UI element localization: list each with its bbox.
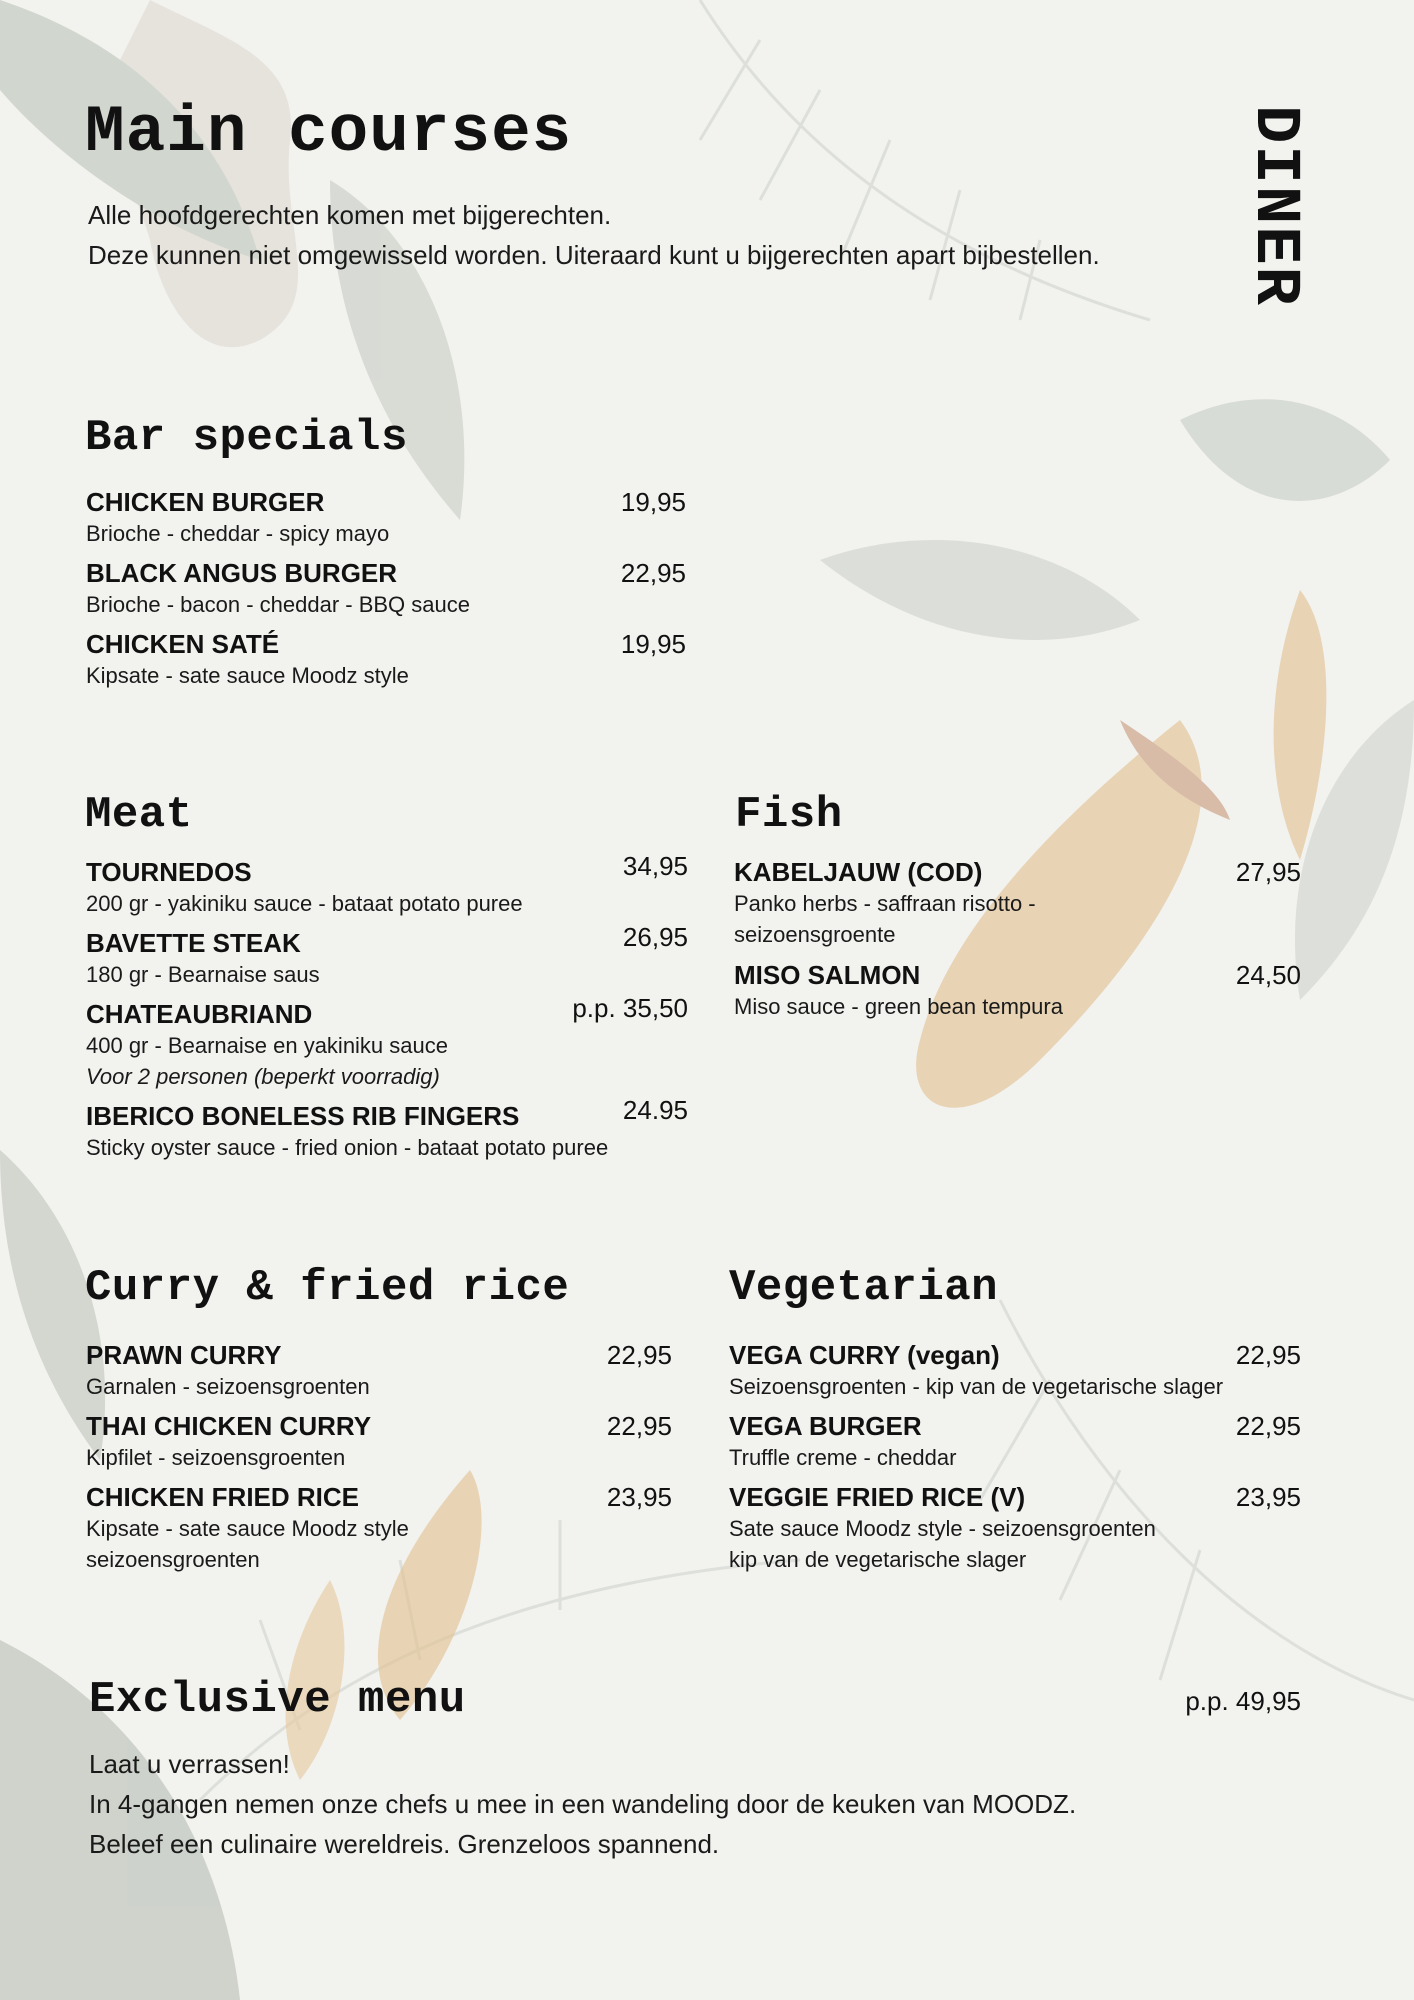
menu-item <box>86 629 686 691</box>
item-description: Miso sauce - green bean tempura <box>734 994 1063 1019</box>
item-price: 23,95 <box>1235 1482 1301 1512</box>
item-price: 22,95 <box>1235 1411 1301 1441</box>
item-description: Kipfilet - seizoensgroenten <box>86 1445 346 1470</box>
item-price: 22,95 <box>620 558 686 588</box>
menu-item <box>86 1095 688 1163</box>
item-price: 22,95 <box>1235 1340 1301 1370</box>
item-description: Brioche - cheddar - spicy mayo <box>86 521 390 546</box>
item-price: 24,50 <box>1235 960 1301 990</box>
item-description: Sticky oyster sauce - fried onion - bataat potato puree <box>86 1135 609 1160</box>
item-description: 180 gr - Bearnaise saus <box>86 962 320 987</box>
menu-item <box>86 922 688 990</box>
menu-item <box>729 1411 1301 1473</box>
item-price: 26,95 <box>622 922 688 952</box>
item-name: TOURNEDOS <box>86 857 252 887</box>
item-description: Brioche - bacon - cheddar - BBQ sauce <box>86 592 470 617</box>
item-description: seizoensgroenten <box>86 1547 260 1572</box>
section-title-exclusive: Exclusive menu <box>89 1675 466 1725</box>
item-name: CHICKEN FRIED RICE <box>86 1482 360 1512</box>
item-description: kip van de vegetarische slager <box>729 1547 1027 1572</box>
exclusive-line: Laat u verrassen! <box>89 1749 290 1779</box>
item-price: 23,95 <box>606 1482 672 1512</box>
item-price: 34,95 <box>622 851 688 881</box>
section-title-vegetarian: Vegetarian <box>729 1263 999 1313</box>
item-name: BAVETTE STEAK <box>86 928 301 958</box>
item-name: THAI CHICKEN CURRY <box>86 1411 372 1441</box>
item-price: 22,95 <box>606 1340 672 1370</box>
menu-item <box>86 993 688 1092</box>
menu-item <box>86 487 686 549</box>
page-title: Main courses <box>85 95 573 170</box>
menu-item <box>86 558 686 620</box>
menu-item <box>86 1482 672 1575</box>
item-name: VEGA BURGER <box>729 1411 922 1441</box>
item-name: CHATEAUBRIAND <box>86 999 313 1029</box>
menu-item <box>86 1340 672 1402</box>
exclusive-price: p.p. 49,95 <box>1185 1686 1301 1716</box>
item-description: Seizoensgroenten - kip van de vegetarische slager <box>729 1374 1224 1399</box>
item-name: VEGGIE FRIED RICE (V) <box>729 1482 1026 1512</box>
intro-line: Alle hoofdgerechten komen met bijgerechten. <box>88 200 612 230</box>
item-name: CHICKEN BURGER <box>86 487 325 517</box>
item-description: Kipsate - sate sauce Moodz style <box>86 663 409 688</box>
item-name: IBERICO BONELESS RIB FINGERS <box>86 1101 520 1131</box>
item-description: Panko herbs - saffraan risotto - <box>734 891 1036 916</box>
item-name: MISO SALMON <box>734 960 921 990</box>
item-name: BLACK ANGUS BURGER <box>86 558 398 588</box>
item-description: 400 gr - Bearnaise en yakiniku sauce <box>86 1033 448 1058</box>
item-price: 19,95 <box>620 487 686 517</box>
menu-item <box>86 1411 672 1473</box>
intro-line: Deze kunnen niet omgewisseld worden. Uiteraard kunt u bijgerechten apart bijbestellen. <box>88 240 1100 270</box>
item-description: Garnalen - seizoensgroenten <box>86 1374 370 1399</box>
exclusive-description <box>89 1744 1076 1864</box>
item-price: p.p. 35,50 <box>572 993 688 1023</box>
menu-item <box>86 851 688 919</box>
item-price: 22,95 <box>606 1411 672 1441</box>
menu-item <box>729 1482 1301 1575</box>
item-price: 19,95 <box>620 629 686 659</box>
item-price: 24.95 <box>622 1095 688 1125</box>
section-title-curry: Curry & fried rice <box>85 1263 570 1313</box>
item-description: Sate sauce Moodz style - seizoensgroenten <box>729 1516 1156 1541</box>
item-note: Voor 2 personen (beperkt voorradig) <box>86 1064 440 1089</box>
menu-item <box>734 960 1301 1022</box>
exclusive-line: In 4-gangen nemen onze chefs u mee in een wandeling door de keuken van MOODZ. <box>89 1789 1077 1819</box>
exclusive-line: Beleef een culinaire wereldreis. Grenzeloos spannend. <box>89 1829 720 1859</box>
side-label-diner: DINER <box>1238 105 1310 308</box>
item-description: seizoensgroente <box>734 922 896 947</box>
item-description: Truffle creme - cheddar <box>729 1445 957 1470</box>
item-name: VEGA CURRY (vegan) <box>729 1340 1000 1370</box>
item-name: CHICKEN SATÉ <box>86 629 280 659</box>
intro-text <box>88 195 1188 275</box>
item-description: 200 gr - yakiniku sauce - bataat potato puree <box>86 891 523 916</box>
section-title-meat: Meat <box>85 790 193 840</box>
menu-item <box>729 1340 1301 1402</box>
section-title-fish: Fish <box>735 790 843 840</box>
section-title-bar-specials: Bar specials <box>85 413 408 463</box>
item-price: 27,95 <box>1235 857 1301 887</box>
item-description: Kipsate - sate sauce Moodz style <box>86 1516 409 1541</box>
item-name: KABELJAUW (COD) <box>734 857 983 887</box>
item-name: PRAWN CURRY <box>86 1340 282 1370</box>
menu-item <box>734 857 1301 950</box>
